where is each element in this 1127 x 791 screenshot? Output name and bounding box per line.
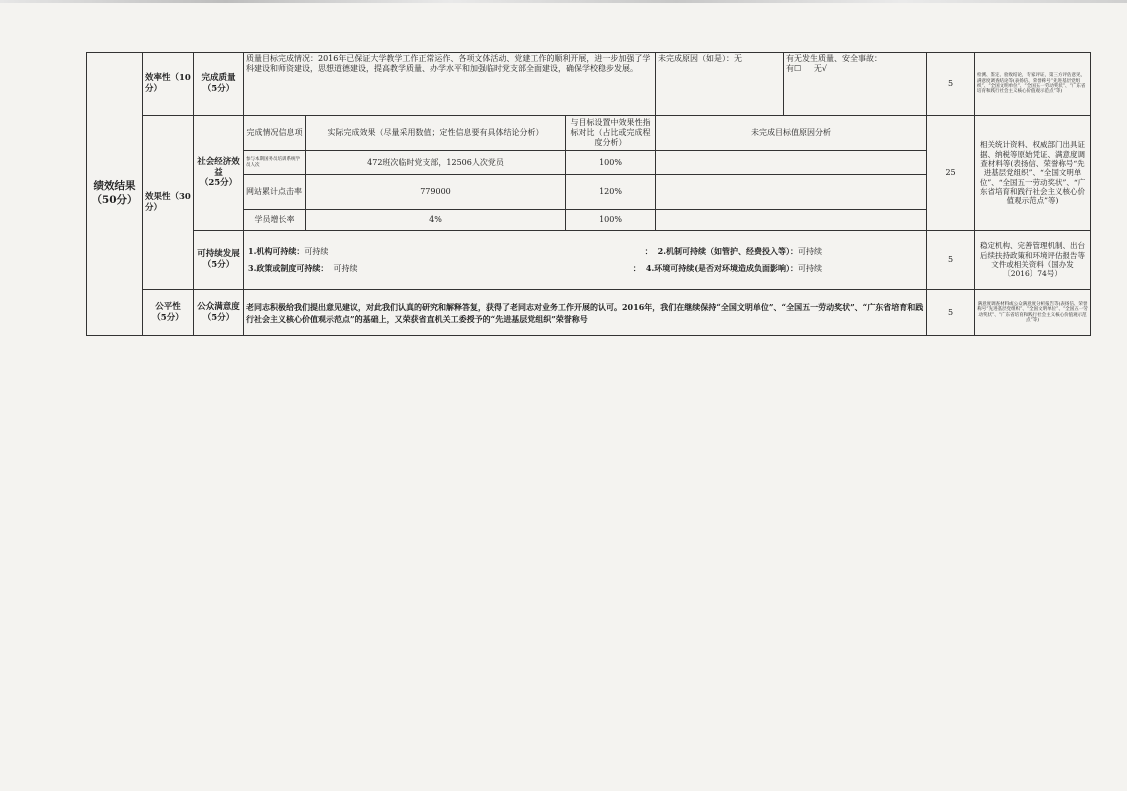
incident-cell [784, 53, 927, 116]
row-actual: 779000 [306, 175, 566, 210]
effectiveness-label: 效果性（30分） [143, 116, 194, 290]
sustainable-score: 5 [927, 231, 975, 290]
incident-no: 无√ [813, 64, 828, 73]
row-item: 网站累计点击率 [244, 175, 306, 210]
colon-1: ： [644, 246, 653, 256]
incomplete-reason: 未完成原因（如是）：无 [656, 53, 784, 116]
effectiveness-score: 25 [927, 116, 975, 231]
section-label-cell [87, 53, 143, 336]
header-actual: 实际完成效果（尽量采用数值；定性信息要有具体结论分析） [306, 116, 566, 151]
efficiency-evidence: 检测、鉴定、验收结论，专家评证，第三方评估意见，满意度调查结论等(表扬信、荣誉称号“先进基层党组织”、“全国文明单位”、“全国五一劳动奖状”、“广东省培育和践行社会主义核心价值观示范点”等) [975, 53, 1091, 116]
sustainable-row [87, 231, 1091, 290]
quality-description: 质量目标完成情况：2016年已保证大学教学工作正常运作、各项文体活动、党建工作的顺利开展，进一步加强了学科建设和师资建设，思想道德建设，提高教学质量、办学水平和加强临时党支部全面建设，确保学校稳步发展。 [244, 53, 656, 116]
quality-label-cell [194, 53, 244, 116]
social-benefit-points: （25分） [199, 178, 238, 189]
row-analysis [656, 210, 927, 231]
row-actual: 472班次临时党支部，12506人次党员 [306, 151, 566, 175]
social-benefit-cell [194, 116, 244, 231]
social-benefit-label: 社会经济效益 [197, 157, 240, 178]
fairness-points: （5分） [152, 312, 184, 323]
sustainable-evidence: 稳定机构、完善管理机制、出台后续扶持政策和环境评估报告等文件或相关资料（国办发〔2016〕74号） [975, 231, 1091, 290]
sustainable-line-2 [246, 260, 924, 277]
section-label: 绩效结果 [93, 180, 136, 193]
sustainable-label-cell [194, 231, 244, 290]
row-item: 学员增长率 [244, 210, 306, 231]
sustainable-item2-label: 2.机制可持续（如管护、经费投入等）： [657, 246, 799, 256]
sustainable-line-1 [246, 243, 924, 260]
fairness-row [87, 290, 1091, 336]
efficiency-score: 5 [927, 53, 975, 116]
satisfaction-label-cell [194, 290, 244, 336]
fairness-label: 公平性 [155, 301, 181, 312]
row-ratio: 100% [566, 151, 656, 175]
fairness-score: 5 [927, 290, 975, 336]
satisfaction-label: 公众满意度 [197, 301, 240, 312]
section-points: （50分） [91, 194, 138, 206]
satisfaction-points: （5分） [202, 312, 235, 323]
row-actual: 4% [306, 210, 566, 231]
incident-options [786, 64, 924, 74]
incident-yes: 有☐ [786, 64, 802, 73]
scan-edge-line [0, 0, 1127, 3]
efficiency-row [87, 53, 1091, 116]
header-analysis: 未完成目标值原因分析 [656, 116, 927, 151]
effectiveness-evidence: 相关统计资料、权威部门出具证据、纳税等原始凭证、满意度调查材料等(表扬信、荣誉称号“先进基层党组织”、“全国文明单位”、“全国五一劳动奖状”、“广东省培育和践行社会主义核心价值观示范点”等) [975, 116, 1091, 231]
sustainable-points: （5分） [202, 260, 235, 270]
incident-prompt: 有无发生质量、安全事故： [786, 54, 883, 63]
satisfaction-text: 老同志积极给我们提出意见建议，对此我们认真的研究和解释答复，获得了老同志对业务工作开展的认可。2016年，我们在继续保持“全国文明单位”、“全国五一劳动奖状”、“广东省培育和践行社会主义核心价值观示范点”的基础上，又荣获省直机关工委授予的“先进基层党组织”荣誉称号 [244, 290, 927, 336]
header-info-item: 完成情况信息项 [244, 116, 306, 151]
efficiency-label: 效率性（10分） [143, 53, 194, 116]
sustainable-item3-value: 可持续 [333, 264, 358, 273]
sustainable-content [244, 231, 927, 290]
sustainable-item3-label: 3.政策或制度可持续： [248, 263, 329, 273]
effect-header-row [87, 116, 1091, 151]
sustainable-item4-label: 4.环境可持续(是否对环境造成负面影响）： [645, 263, 799, 273]
sustainable-item4-value: 可持续 [798, 264, 823, 273]
sustainable-label: 可持续发展 [197, 249, 240, 260]
row-analysis [656, 151, 927, 175]
sustainable-item1-label: 1.机构可持续： [248, 246, 305, 256]
header-ratio: 与目标设置中效果性指标对比（占比或完成程度分析） [566, 116, 656, 151]
fairness-evidence: 满意度调查材料或公众满意度分析报告等(表扬信、荣誉称号“先进基层党组织”、“全国文明单位”、“全国五一劳动奖状”、“广东省培育和践行社会主义核心价值观示范点”等) [975, 290, 1091, 336]
row-ratio: 120% [566, 175, 656, 210]
row-analysis [656, 175, 927, 210]
quality-label: 完成质量 [201, 73, 236, 84]
colon-2: ： [632, 263, 641, 273]
row-item: 参与本期国务员培训系统学员人次 [244, 151, 306, 175]
sustainable-item2-value: 可持续 [798, 247, 823, 256]
row-ratio: 100% [566, 210, 656, 231]
fairness-label-cell [143, 290, 194, 336]
sustainable-item1-value: 可持续 [304, 247, 329, 256]
quality-points: （5分） [202, 84, 235, 94]
performance-results-table [86, 52, 1091, 336]
